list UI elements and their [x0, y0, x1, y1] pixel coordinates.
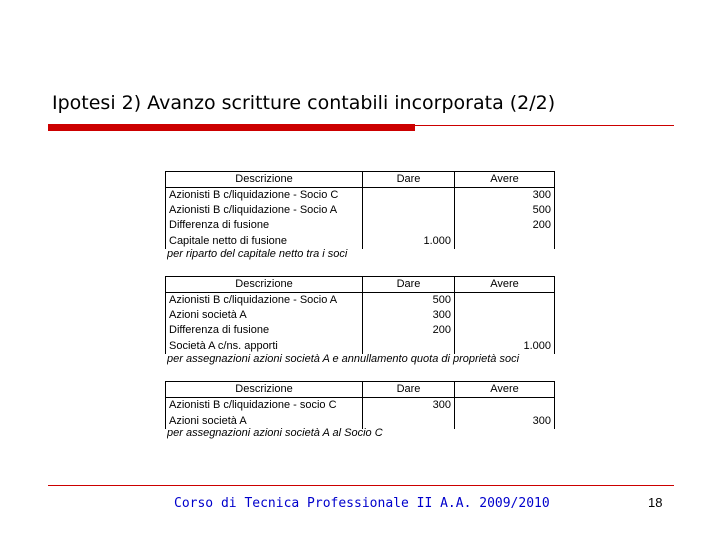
column-header-description: Descrizione: [166, 172, 363, 188]
row-credit: [455, 398, 555, 414]
journal-entry-3-table: [165, 381, 555, 429]
row-credit: [455, 308, 555, 323]
row-description: Azionisti B c/liquidazione - socio C: [166, 398, 363, 414]
table-row: [166, 398, 555, 414]
row-debit: [363, 338, 455, 354]
entry-3-note: per assegnazioni azioni società A al Socio C: [167, 427, 383, 439]
slide-title: Ipotesi 2) Avanzo scritture contabili incorporata (2/2): [52, 92, 556, 114]
row-description: Azionisti B c/liquidazione - Socio C: [166, 188, 363, 204]
table-row: [166, 233, 555, 249]
row-credit: [455, 323, 555, 338]
table-row: [166, 338, 555, 354]
table-row: [166, 203, 555, 218]
row-debit: 300: [363, 308, 455, 323]
row-credit: [455, 293, 555, 309]
row-description: Differenza di fusione: [166, 323, 363, 338]
row-description: Azionisti B c/liquidazione - Socio A: [166, 203, 363, 218]
row-description: Azioni società A: [166, 308, 363, 323]
table-row: [166, 293, 555, 309]
table-row: [166, 308, 555, 323]
column-header-description: Descrizione: [166, 277, 363, 293]
column-header-credit: Avere: [455, 382, 555, 398]
row-credit: [455, 233, 555, 249]
row-description: Azionisti B c/liquidazione - Socio A: [166, 293, 363, 309]
column-header-credit: Avere: [455, 172, 555, 188]
table-row: [166, 188, 555, 204]
journal-entry-2-table: [165, 276, 555, 354]
row-debit: 500: [363, 293, 455, 309]
column-header-description: Descrizione: [166, 382, 363, 398]
row-debit: 200: [363, 323, 455, 338]
row-debit: [363, 218, 455, 233]
footer-rule: [48, 485, 674, 486]
row-description: Società A c/ns. apporti: [166, 338, 363, 354]
row-debit: [363, 188, 455, 204]
entry-1-note: per riparto del capitale netto tra i soci: [167, 248, 348, 260]
row-credit: 300: [455, 413, 555, 429]
row-credit: 200: [455, 218, 555, 233]
table-row: [166, 323, 555, 338]
row-description: Capitale netto di fusione: [166, 233, 363, 249]
row-description: Azioni società A: [166, 413, 363, 429]
row-debit: 300: [363, 398, 455, 414]
column-header-debit: Dare: [363, 277, 455, 293]
row-description: Differenza di fusione: [166, 218, 363, 233]
title-underline-thick: [48, 124, 415, 131]
title-underline-thin: [415, 125, 674, 126]
table-header-row: [166, 277, 555, 293]
journal-entry-1-table: [165, 171, 555, 249]
table-header-row: [166, 382, 555, 398]
page-number: 18: [648, 495, 663, 510]
column-header-debit: Dare: [363, 382, 455, 398]
column-header-credit: Avere: [455, 277, 555, 293]
row-credit: 300: [455, 188, 555, 204]
column-header-debit: Dare: [363, 172, 455, 188]
row-debit: [363, 203, 455, 218]
table-header-row: [166, 172, 555, 188]
table-row: [166, 218, 555, 233]
row-debit: 1.000: [363, 233, 455, 249]
row-credit: 500: [455, 203, 555, 218]
entry-2-note: per assegnazioni azioni società A e annullamento quota di proprietà soci: [167, 353, 520, 365]
row-credit: 1.000: [455, 338, 555, 354]
footer-course-label: Corso di Tecnica Professionale II A.A. 2009/2010: [174, 496, 550, 511]
